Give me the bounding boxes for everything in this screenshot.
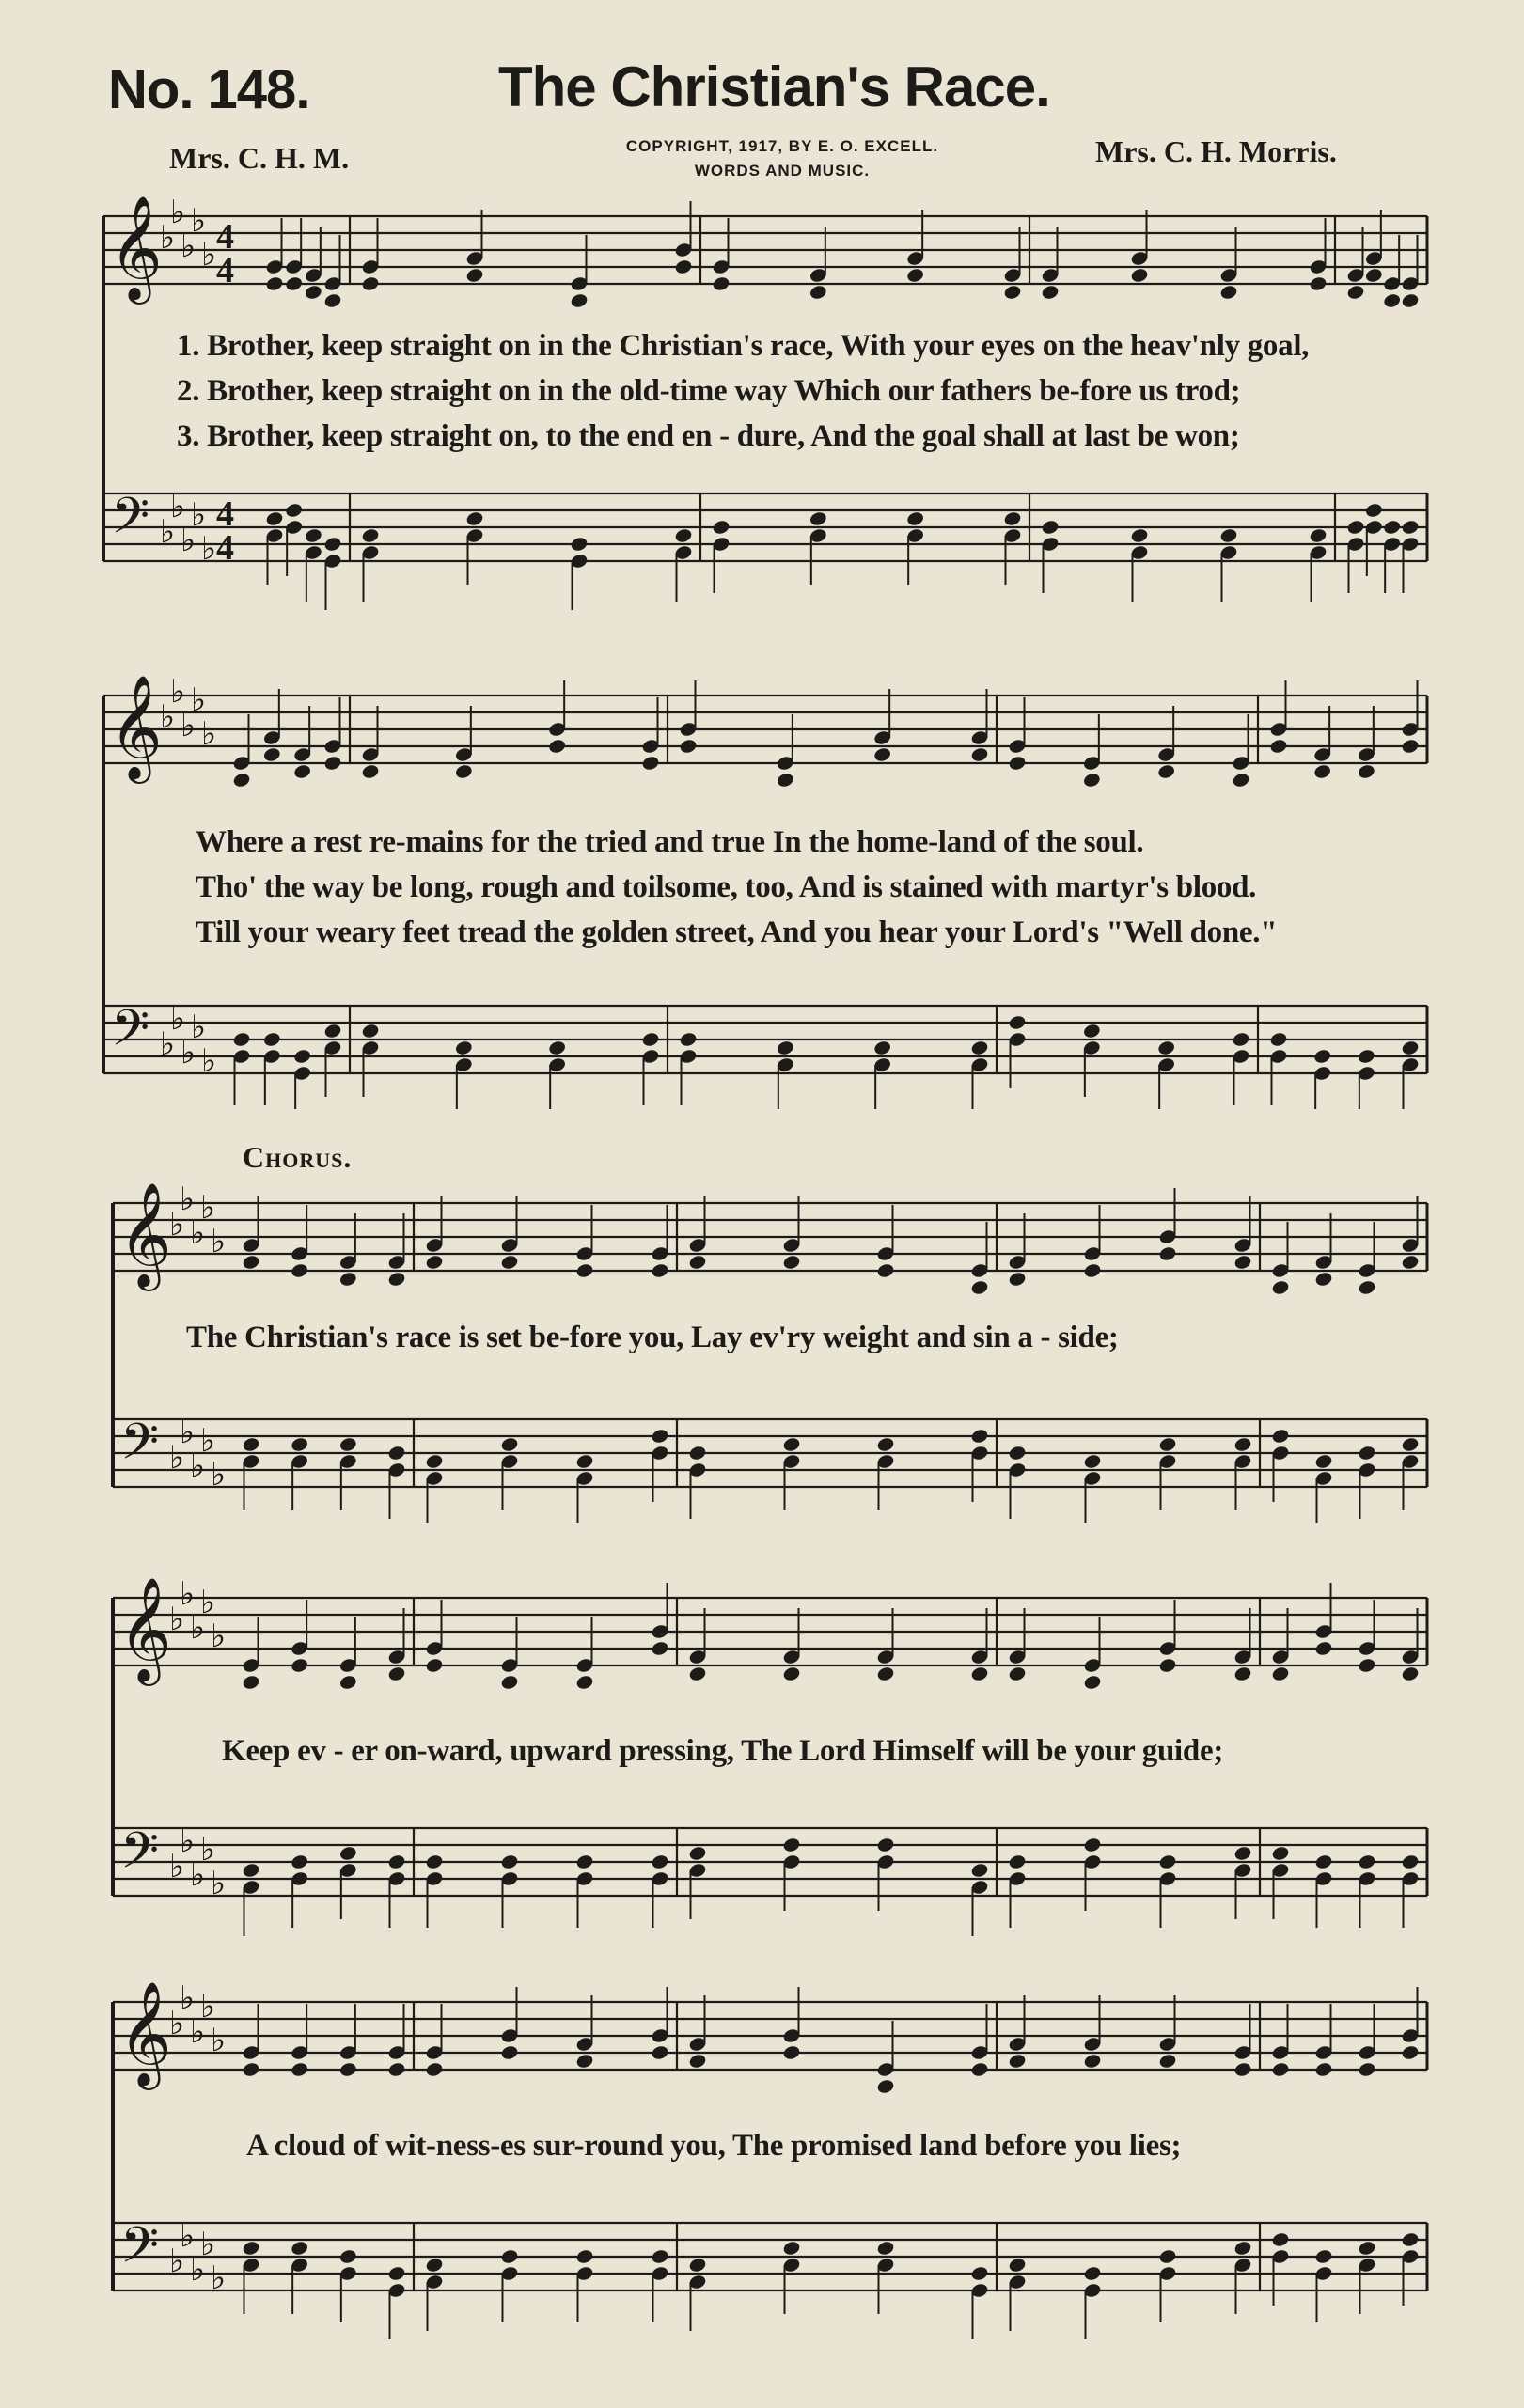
note-head: [338, 1271, 357, 1288]
flat-sign: ♭: [201, 1042, 217, 1080]
note-head: [1314, 2248, 1333, 2265]
note-head: [776, 1040, 794, 1056]
note-head: [1008, 755, 1027, 772]
flat-sign: ♭: [169, 2005, 185, 2042]
note-head: [575, 2053, 594, 2070]
copyright-line: COPYRIGHT, 1917, BY E. O. EXCELL.: [625, 137, 939, 155]
note-head: [1083, 1674, 1102, 1691]
note-head: [1008, 1853, 1027, 1870]
note-head: [1158, 1853, 1177, 1870]
note-head: [688, 2053, 707, 2070]
note-head: [905, 267, 924, 284]
note-head: [1401, 1040, 1420, 1056]
note-head: [1358, 1853, 1376, 1870]
note-head: [1314, 1271, 1333, 1288]
note-head: [290, 2061, 308, 2078]
note-head: [1232, 772, 1250, 789]
note-head: [500, 2248, 519, 2265]
note-head: [782, 2044, 801, 2061]
note-head: [1083, 1262, 1102, 1279]
note-head: [1309, 275, 1328, 292]
note-head: [1401, 2044, 1420, 2061]
note-head: [1309, 527, 1328, 544]
note-head: [1233, 1254, 1252, 1271]
note-head: [1401, 1665, 1420, 1682]
note-head: [712, 519, 731, 536]
flat-sign: ♭: [170, 488, 186, 525]
flat-sign: ♭: [180, 1181, 196, 1218]
note-head: [262, 1031, 281, 1048]
note-head: [425, 1453, 444, 1470]
note-head: [1314, 2061, 1333, 2078]
note-head: [1158, 1436, 1177, 1453]
note-head: [651, 1262, 669, 1279]
chorus-line-3: A cloud of wit-ness-es sur-round you, The promised land before you lies;: [246, 2129, 1182, 2163]
note-head: [1312, 1048, 1331, 1065]
bass-clef-icon: 𝄢: [120, 2217, 160, 2287]
note-head: [876, 1262, 895, 1279]
note-head: [575, 1453, 594, 1470]
note-head: [970, 2061, 989, 2078]
flat-sign: ♭: [160, 219, 176, 257]
note-head: [338, 1436, 357, 1453]
note-head: [651, 2248, 669, 2265]
note-head: [782, 1254, 801, 1271]
note-head: [338, 2248, 357, 2265]
note-head: [1008, 1014, 1027, 1031]
note-head: [782, 1665, 801, 1682]
staff: [113, 1203, 1427, 1271]
note-head: [1382, 292, 1401, 309]
note-head: [387, 2265, 406, 2282]
note-head: [712, 275, 731, 292]
flat-sign: ♭: [191, 202, 207, 240]
note-head: [361, 1023, 380, 1040]
note-head: [338, 2061, 357, 2078]
note-head: [1219, 527, 1238, 544]
staff: [113, 1598, 1427, 1665]
flat-sign: ♭: [170, 194, 186, 231]
note-head: [323, 536, 342, 553]
treble-clef-icon: 𝄞: [118, 1576, 172, 1681]
flat-sign: ♭: [191, 681, 207, 719]
staff: [113, 1419, 1427, 1487]
note-head: [1233, 2061, 1252, 2078]
flat-sign: ♭: [201, 236, 217, 274]
staff: [103, 1006, 1427, 1073]
note-head: [570, 292, 589, 309]
staff: [113, 1828, 1427, 1896]
note-head: [242, 2240, 260, 2257]
note-head: [1358, 1445, 1376, 1462]
note-head: [1008, 1271, 1027, 1288]
note-head: [1269, 738, 1288, 755]
note-head: [361, 527, 380, 544]
note-head: [290, 1657, 308, 1674]
flat-sign: ♭: [181, 1034, 196, 1071]
note-head: [242, 2061, 260, 2078]
note-head: [1219, 284, 1238, 301]
note-head: [1130, 527, 1149, 544]
note-head: [570, 536, 589, 553]
note-head: [1312, 763, 1331, 780]
note-head: [575, 2248, 594, 2265]
note-head: [651, 1428, 669, 1445]
flat-sign: ♭: [190, 1214, 206, 1252]
note-head: [1233, 2240, 1252, 2257]
note-head: [242, 1674, 260, 1691]
flat-sign: ♭: [181, 227, 196, 265]
note-head: [1401, 2231, 1420, 2248]
chorus-line-2: Keep ev - er on-ward, upward pressing, The Lord Himself will be your guide;: [222, 1734, 1224, 1768]
note-head: [304, 284, 322, 301]
note-head: [292, 1048, 311, 1065]
note-head: [970, 1665, 989, 1682]
note-head: [876, 1837, 895, 1853]
bass-clef-icon: 𝄢: [111, 488, 150, 557]
note-head: [323, 1023, 342, 1040]
copyright-notice: [575, 134, 989, 183]
bass-clef-icon: 𝄢: [111, 1000, 150, 1070]
note-head: [641, 1031, 660, 1048]
note-head: [872, 746, 891, 763]
treble-clef-icon: 𝄞: [118, 1181, 172, 1287]
flat-sign: ♭: [160, 513, 176, 551]
flat-sign: ♭: [211, 1618, 227, 1655]
note-head: [651, 1853, 669, 1870]
note-head: [323, 292, 342, 309]
note-head: [1401, 519, 1420, 536]
flat-sign: ♭: [169, 1848, 185, 1885]
note-head: [338, 1845, 357, 1862]
treble-clef-icon: 𝄞: [118, 1980, 172, 2086]
note-head: [809, 284, 827, 301]
note-head: [970, 1862, 989, 1879]
flat-sign: ♭: [201, 715, 217, 753]
flat-sign: ♭: [160, 1025, 176, 1063]
note-head: [242, 1862, 260, 1879]
note-head: [1271, 1665, 1290, 1682]
note-head: [651, 1640, 669, 1657]
note-head: [387, 2061, 406, 2078]
note-head: [1358, 1657, 1376, 1674]
note-head: [1083, 1453, 1102, 1470]
flat-sign: ♭: [180, 1979, 196, 2017]
flat-sign: ♭: [181, 522, 196, 559]
note-head: [1269, 1031, 1288, 1048]
note-head: [688, 1845, 707, 1862]
note-head: [1364, 267, 1383, 284]
verse-2-line-2: Tho' the way be long, rough and toilsome, too, And is stained with martyr's blood.: [196, 870, 1257, 904]
note-head: [1233, 1665, 1252, 1682]
note-head: [387, 1271, 406, 1288]
note-head: [876, 2240, 895, 2257]
note-head: [1382, 519, 1401, 536]
note-head: [1314, 1453, 1333, 1470]
bass-clef-icon: 𝄢: [120, 1822, 160, 1892]
note-head: [1271, 2061, 1290, 2078]
staff: [113, 2002, 1427, 2070]
note-head: [1271, 1845, 1290, 1862]
note-head: [265, 510, 284, 527]
note-head: [575, 1262, 594, 1279]
flat-sign: ♭: [180, 1822, 196, 1860]
note-head: [425, 1853, 444, 1870]
note-head: [1158, 1245, 1177, 1262]
staff: [113, 2223, 1427, 2291]
note-head: [500, 1853, 519, 1870]
note-head: [1346, 519, 1365, 536]
note-head: [1233, 1845, 1252, 1862]
flat-sign: ♭: [180, 1414, 196, 1451]
note-head: [1357, 763, 1375, 780]
note-head: [290, 1853, 308, 1870]
time-signature: 4: [216, 251, 234, 290]
flat-sign: ♭: [190, 1856, 206, 1894]
note-head: [232, 1031, 251, 1048]
note-head: [284, 275, 303, 292]
note-head: [1364, 502, 1383, 519]
note-head: [688, 2257, 707, 2274]
note-head: [465, 510, 484, 527]
lyricist-credit: Mrs. C. H. M.: [169, 141, 350, 175]
note-head: [1158, 1657, 1177, 1674]
note-head: [1156, 763, 1175, 780]
note-head: [292, 763, 311, 780]
note-head: [1271, 2231, 1290, 2248]
note-head: [465, 267, 484, 284]
note-head: [679, 738, 698, 755]
note-head: [500, 1254, 519, 1271]
note-head: [688, 1445, 707, 1462]
note-head: [575, 1853, 594, 1870]
note-head: [674, 527, 693, 544]
note-head: [1041, 519, 1060, 536]
note-head: [872, 1040, 891, 1056]
note-head: [232, 772, 251, 789]
verse-2-line-1: 2. Brother, keep straight on in the old-time way Which our fathers be-fore us trod;: [177, 374, 1241, 408]
note-head: [425, 2061, 444, 2078]
note-head: [242, 1436, 260, 1453]
note-head: [500, 1674, 519, 1691]
note-head: [679, 1031, 698, 1048]
note-head: [284, 502, 303, 519]
flat-sign: ♭: [211, 1456, 227, 1493]
note-head: [1083, 1837, 1102, 1853]
time-signature: 4: [216, 494, 234, 534]
note-head: [876, 1436, 895, 1453]
note-head: [547, 1040, 566, 1056]
note-head: [674, 258, 693, 275]
note-head: [1041, 284, 1060, 301]
flat-sign: ♭: [191, 1009, 207, 1046]
note-head: [1358, 2240, 1376, 2257]
note-head: [809, 510, 827, 527]
note-head: [1346, 284, 1365, 301]
note-head: [876, 1665, 895, 1682]
flat-sign: ♭: [160, 698, 176, 736]
verse-3-line-1: 3. Brother, keep straight on, to the end en - dure, And the goal shall at last be won;: [177, 419, 1240, 453]
verse-1-line-1: 1. Brother, keep straight on in the Christian's race, With your eyes on the heav'nly goal,: [177, 329, 1310, 363]
flat-sign: ♭: [169, 1439, 185, 1477]
note-head: [387, 1853, 406, 1870]
note-head: [361, 763, 380, 780]
time-signature: 4: [216, 217, 234, 257]
note-head: [1271, 1279, 1290, 1296]
treble-clef-icon: 𝄞: [109, 195, 163, 300]
note-head: [1358, 2061, 1376, 2078]
note-head: [304, 527, 322, 544]
hymn-number: No. 148.: [108, 59, 310, 120]
flat-sign: ♭: [200, 1584, 216, 1621]
note-head: [1008, 2053, 1027, 2070]
note-head: [387, 1665, 406, 1682]
note-head: [575, 1674, 594, 1691]
copyright-subline: WORDS AND MUSIC.: [694, 162, 871, 180]
note-head: [1271, 1428, 1290, 1445]
flat-sign: ♭: [181, 707, 196, 744]
note-head: [782, 2240, 801, 2257]
flat-sign: ♭: [211, 2022, 227, 2059]
note-head: [1314, 1853, 1333, 1870]
note-head: [500, 2044, 519, 2061]
composer-credit: Mrs. C. H. Morris.: [1095, 134, 1337, 168]
flat-sign: ♭: [200, 1422, 216, 1460]
note-head: [547, 738, 566, 755]
note-head: [454, 1040, 473, 1056]
note-head: [970, 2265, 989, 2282]
note-head: [1358, 1279, 1376, 1296]
note-head: [1233, 1436, 1252, 1453]
flat-sign: ♭: [170, 673, 186, 711]
note-head: [1158, 2053, 1177, 2070]
note-head: [1082, 1023, 1101, 1040]
note-head: [970, 1040, 989, 1056]
note-head: [1003, 510, 1022, 527]
note-head: [970, 1279, 989, 1296]
note-head: [782, 1837, 801, 1853]
flat-sign: ♭: [211, 2259, 227, 2297]
note-head: [323, 755, 342, 772]
flat-sign: ♭: [190, 1447, 206, 1485]
note-head: [970, 1428, 989, 1445]
note-head: [776, 772, 794, 789]
note-head: [905, 510, 924, 527]
flat-sign: ♭: [190, 1609, 206, 1647]
note-head: [425, 2257, 444, 2274]
note-head: [1008, 1665, 1027, 1682]
note-head: [425, 1254, 444, 1271]
note-head: [1003, 284, 1022, 301]
note-head: [1401, 1436, 1420, 1453]
note-head: [1314, 1640, 1333, 1657]
note-head: [651, 2044, 669, 2061]
flat-sign: ♭: [211, 1223, 227, 1260]
note-head: [500, 1436, 519, 1453]
flat-sign: ♭: [200, 1988, 216, 2025]
note-head: [361, 275, 380, 292]
flat-sign: ♭: [180, 1575, 196, 1613]
note-head: [876, 2078, 895, 2095]
flat-sign: ♭: [201, 530, 217, 568]
note-head: [387, 1445, 406, 1462]
note-head: [290, 1436, 308, 1453]
note-head: [1008, 2257, 1027, 2274]
note-head: [242, 1254, 260, 1271]
note-head: [641, 755, 660, 772]
note-head: [782, 1436, 801, 1453]
note-head: [688, 1254, 707, 1271]
flat-sign: ♭: [180, 2217, 196, 2255]
note-head: [970, 746, 989, 763]
note-head: [1401, 738, 1420, 755]
flat-sign: ♭: [169, 1601, 185, 1638]
verse-3-line-2: Till your weary feet tread the golden street, And you hear your Lord's "Well done.": [196, 915, 1278, 949]
note-head: [425, 1657, 444, 1674]
note-head: [1156, 1040, 1175, 1056]
note-head: [338, 1674, 357, 1691]
note-head: [688, 1665, 707, 1682]
flat-sign: ♭: [200, 1831, 216, 1869]
hymn-title: The Christian's Race.: [498, 55, 1050, 118]
flat-sign: ♭: [169, 2243, 185, 2280]
note-head: [1232, 1031, 1250, 1048]
note-head: [1130, 267, 1149, 284]
bass-clef-icon: 𝄢: [120, 1414, 160, 1483]
flat-sign: ♭: [200, 2226, 216, 2263]
note-head: [1158, 2248, 1177, 2265]
flat-sign: ♭: [190, 2013, 206, 2051]
verse-1-line-2: Where a rest re-mains for the tried and true In the home-land of the soul.: [196, 825, 1144, 859]
time-signature: 4: [216, 528, 234, 568]
flat-sign: ♭: [190, 2251, 206, 2289]
note-head: [290, 2240, 308, 2257]
chorus-line-1: The Christian's race is set be-fore you, Lay ev'ry weight and sin a - side;: [186, 1321, 1119, 1354]
note-head: [1357, 1048, 1375, 1065]
flat-sign: ♭: [169, 1206, 185, 1243]
flat-sign: ♭: [170, 1000, 186, 1038]
note-head: [262, 746, 281, 763]
flat-sign: ♭: [200, 1189, 216, 1227]
note-head: [265, 275, 284, 292]
note-head: [1401, 1254, 1420, 1271]
treble-clef-icon: 𝄞: [109, 674, 163, 779]
flat-sign: ♭: [211, 1865, 227, 1902]
note-head: [1083, 2053, 1102, 2070]
note-head: [1082, 772, 1101, 789]
note-head: [454, 763, 473, 780]
note-head: [1401, 292, 1420, 309]
flat-sign: ♭: [191, 496, 207, 534]
note-head: [1083, 2265, 1102, 2282]
note-head: [290, 1262, 308, 1279]
note-head: [1401, 1853, 1420, 1870]
note-head: [1008, 1445, 1027, 1462]
chorus-label: Chorus.: [243, 1140, 353, 1174]
